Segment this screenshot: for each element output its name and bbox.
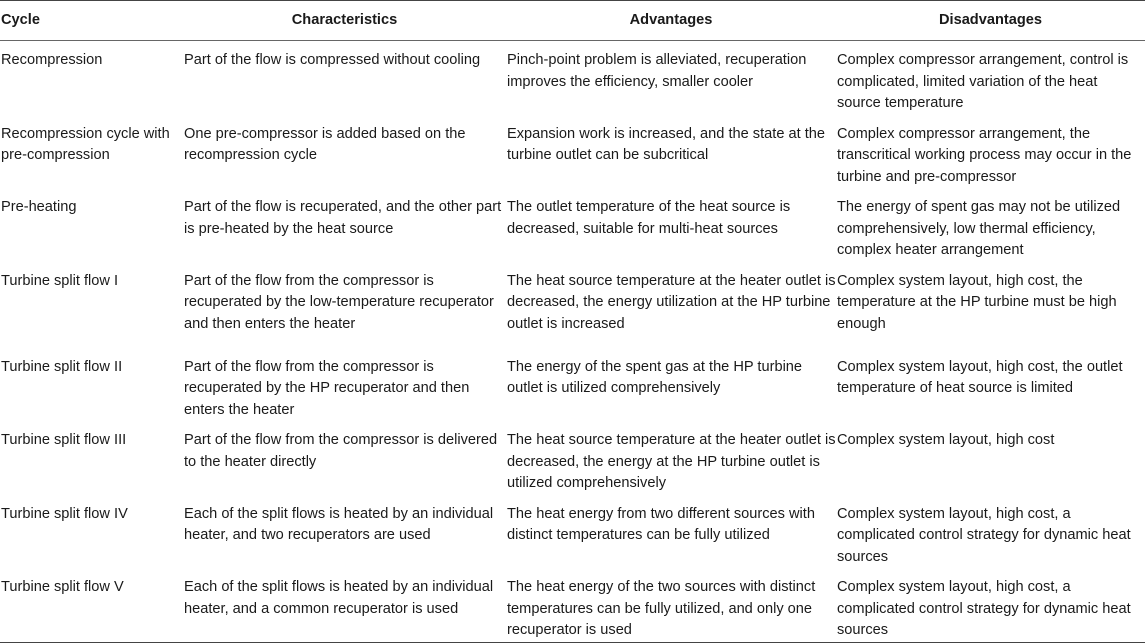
cell-disadvantages: Complex system layout, high cost, a complicated control strategy for dynamic heat sources: [837, 505, 1131, 565]
cell-characteristics: Part of the flow from the compressor is delivered to the heater directly: [184, 432, 498, 470]
table-row: [0, 568, 1145, 642]
cell-characteristics: Part of the flow is compressed without cooling: [184, 52, 481, 68]
cell-disadvantages: Complex system layout, high cost, the outlet temperature of heat source is limited: [837, 358, 1123, 396]
table-row: [0, 41, 1145, 115]
cell-cycle: Turbine split flow II: [1, 358, 123, 375]
header-disadvantages: Disadvantages: [836, 1, 1145, 41]
cell-cycle: Recompression: [1, 52, 103, 68]
cell-cycle: Turbine split flow I: [1, 272, 119, 289]
table-row: [0, 495, 1145, 569]
table-row: [0, 188, 1145, 262]
cell-cycle: Turbine split flow III: [1, 432, 127, 448]
table-row: [0, 348, 1145, 422]
cell-characteristics: Part of the flow from the compressor is recuperated by the HP recuperator and then enters the heater: [184, 358, 470, 418]
header-row: [0, 1, 1145, 41]
header-advantages: Advantages: [506, 1, 836, 41]
cell-advantages: The energy of the spent gas at the HP turbine outlet is utilized comprehensively: [507, 358, 803, 396]
cell-advantages: The heat energy from two different sources with distinct temperatures can be fully utilized: [507, 505, 815, 543]
cell-advantages: The outlet temperature of the heat source is decreased, suitable for multi-heat sources: [507, 199, 791, 237]
cell-advantages: The heat energy of the two sources with distinct temperatures can be fully utilized, and only one recuperator is used: [506, 568, 836, 642]
cell-disadvantages: Complex system layout, high cost, the temperature at the HP turbine must be high enough: [837, 272, 1117, 332]
cell-advantages: The heat source temperature at the heater outlet is decreased, the energy at the HP turbine outlet is utilized comprehensively: [507, 432, 836, 491]
cell-cycle: Turbine split flow IV: [1, 505, 128, 522]
cell-disadvantages: Complex system layout, high cost: [837, 432, 1055, 448]
table-row: [0, 115, 1145, 189]
cell-cycle: Turbine split flow V: [0, 568, 183, 642]
cell-advantages: Pinch-point problem is alleviated, recuperation improves the efficiency, smaller cooler: [507, 52, 807, 90]
cell-characteristics: Part of the flow from the compressor is recuperated by the low-temperature recuperator and then enters the heater: [184, 272, 494, 332]
cell-disadvantages: Complex compressor arrangement, the transcritical working process may occur in the turbine and pre-compressor: [837, 125, 1132, 185]
cell-advantages: The heat source temperature at the heater outlet is decreased, the energy utilization at the HP turbine outlet is increased: [507, 272, 836, 332]
cell-cycle: Pre-heating: [1, 199, 77, 215]
cell-characteristics: Each of the split flows is heated by an individual heater, and two recuperators are used: [184, 505, 494, 543]
header-characteristics: Characteristics: [183, 1, 506, 41]
cell-advantages: Expansion work is increased, and the state at the turbine outlet can be subcritical: [507, 125, 826, 163]
cell-characteristics: Part of the flow is recuperated, and the other part is pre-heated by the heat source: [184, 199, 502, 237]
cell-disadvantages: Complex system layout, high cost, a complicated control strategy for dynamic heat sources: [836, 568, 1145, 642]
cell-cycle: Recompression cycle with pre-compression: [1, 125, 170, 163]
cell-disadvantages: The energy of spent gas may not be utilized comprehensively, low thermal efficiency, complex heater arrangement: [837, 199, 1121, 258]
table-body: [0, 41, 1145, 643]
cell-disadvantages: Complex compressor arrangement, control is complicated, limited variation of the heat source temperature: [837, 52, 1129, 111]
table-row: [0, 421, 1145, 495]
table-row: [0, 262, 1145, 348]
cell-characteristics: One pre-compressor is added based on the recompression cycle: [184, 125, 466, 163]
header-cycle: Cycle: [0, 1, 183, 41]
cell-characteristics: Each of the split flows is heated by an individual heater, and a common recuperator is used: [183, 568, 506, 642]
table-header: [0, 1, 1145, 41]
